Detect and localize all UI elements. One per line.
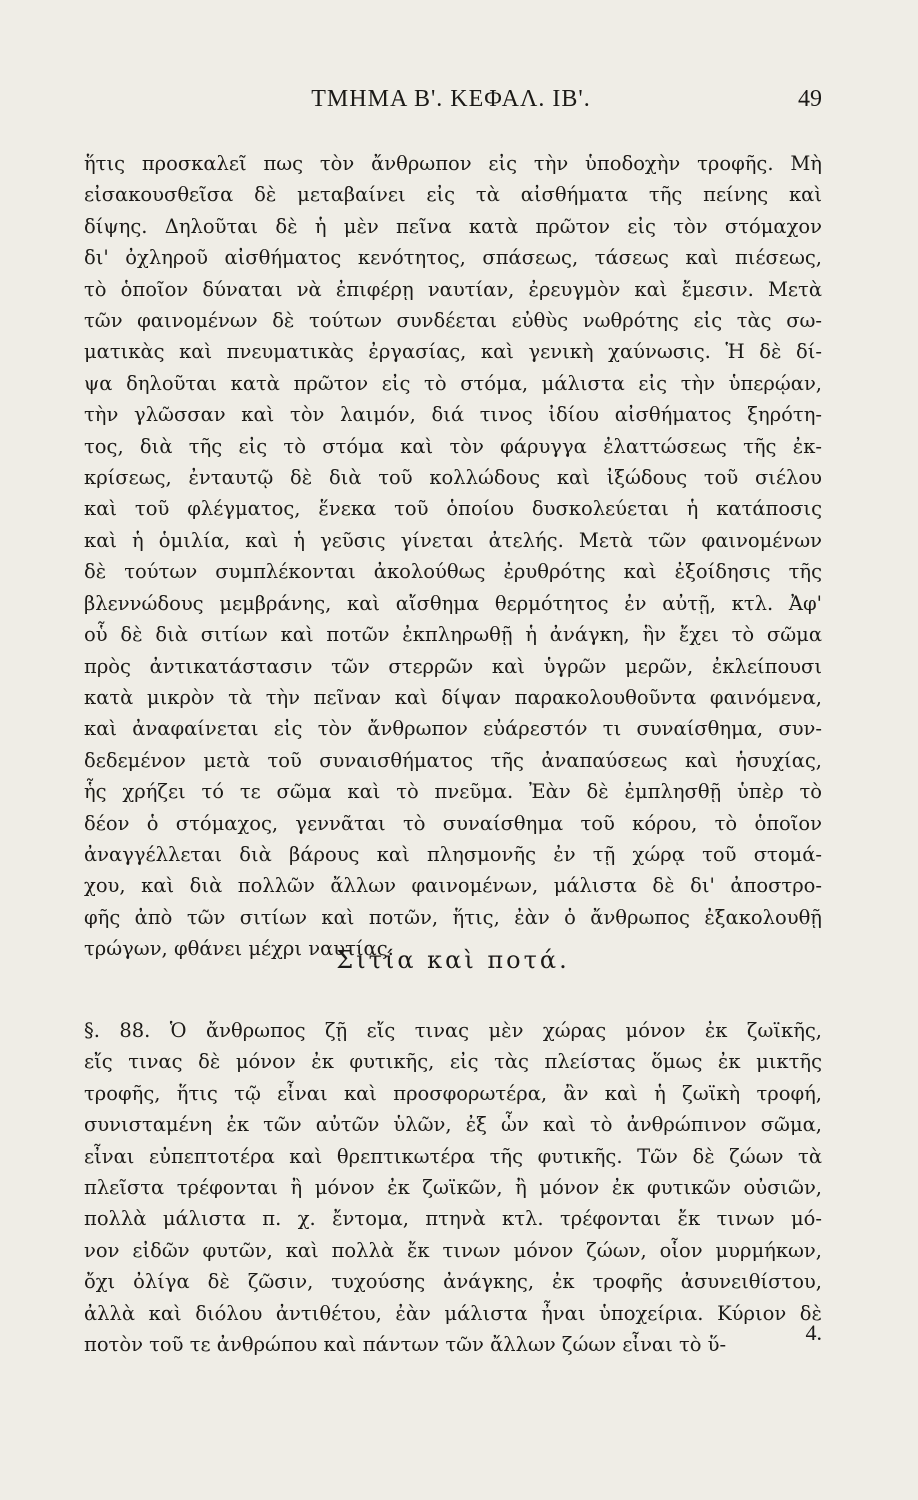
- text-line: πολλὰ μάλιστα π. χ. ἔντομα, πτηνὰ κτλ. τρέφονται ἔκ τινων μό-: [84, 1207, 822, 1231]
- text-line: §. 88. Ὁ ἄνθρωπος ζῇ εἴς τινας μὲν χώρας μόνον ἐκ ζωϊκῆς,: [84, 1019, 822, 1042]
- text-line: καὶ ἡ ὁμιλία, καὶ ἡ γεῦσις γίνεται ἀτελής. Μετὰ τῶν φαινομένων: [84, 528, 822, 552]
- text-line: ἀναγγέλλεται διὰ βάρους καὶ πλησμονῆς ἐν τῇ χώρᾳ τοῦ στομά-: [84, 842, 822, 866]
- text-line: βλεννώδους μεμβράνης, καὶ αἴσθημα θερμότητος ἐν αὐτῇ, κτλ. Ἀφ': [84, 591, 822, 615]
- text-line: δὲ τούτων συμπλέκονται ἀκολούθως ἐρυθρότης καὶ ἐξοίδησις τῆς: [84, 560, 822, 584]
- text-line: δεδεμένον μετὰ τοῦ συναισθήματος τῆς ἀναπαύσεως καὶ ἡσυχίας,: [84, 748, 822, 772]
- text-line: τὴν γλῶσσαν καὶ τὸν λαιμόν, διά τινος ἰδίου αἰσθήματος ξηρότη-: [84, 403, 822, 427]
- text-line: ἀλλὰ καὶ διόλου ἀντιθέτου, ἐὰν μάλιστα ἦναι ὑποχείρια. Κύριον δὲ: [84, 1301, 822, 1325]
- text-line: χου, καὶ διὰ πολλῶν ἄλλων φαινομένων, μάλιστα δὲ δι' ἀποστρο-: [84, 874, 822, 898]
- paragraph-2: [84, 1015, 822, 1360]
- text-line: κρίσεως, ἐνταυτῷ δὲ διὰ τοῦ κολλώδους καὶ ἰξώδους τοῦ σιέλου: [84, 466, 822, 490]
- paragraph-1: [84, 148, 822, 965]
- running-header: [80, 86, 822, 116]
- text-line: ἥτις προσκαλεῖ πως τὸν ἄνθρωπον εἰς τὴν ὑποδοχὴν τροφῆς. Μὴ: [84, 152, 822, 175]
- text-line: καὶ τοῦ φλέγματος, ἕνεκα τοῦ ὁποίου δυσκολεύεται ἡ κατάποσις: [84, 497, 822, 521]
- text-line: οὗ δὲ διὰ σιτίων καὶ ποτῶν ἐκπληρωθῇ ἡ ἀνάγκη, ἣν ἔχει τὸ σῶμα: [84, 623, 822, 647]
- text-line: τος, διὰ τῆς εἰς τὸ στόμα καὶ τὸν φάρυγγα ἐλαττώσεως τῆς ἐκ-: [84, 434, 822, 458]
- text-line: τὸ ὁποῖον δύναται νὰ ἐπιφέρῃ ναυτίαν, ἐρευγμὸν καὶ ἔμεσιν. Μετὰ: [84, 277, 822, 301]
- text-line: φῆς ἀπὸ τῶν σιτίων καὶ ποτῶν, ἥτις, ἐὰν ὁ ἄνθρωπος ἐξακολουθῇ: [84, 905, 822, 929]
- text-line: πλεῖστα τρέφονται ἢ μόνον ἐκ ζωϊκῶν, ἢ μόνον ἐκ φυτικῶν οὐσιῶν,: [84, 1176, 822, 1200]
- text-line: τῶν φαινομένων δὲ τούτων συνδέεται εὐθὺς νωθρότης εἰς τὰς σω-: [84, 309, 822, 333]
- section-heading: Σιτία καὶ ποτά.: [336, 946, 570, 974]
- text-line: ὄχι ὀλίγα δὲ ζῶσιν, τυχούσης ἀνάγκης, ἐκ τροφῆς ἀσυνειθίστου,: [84, 1270, 822, 1294]
- text-line: τροφῆς, ἥτις τῷ εἶναι καὶ προσφορωτέρα, ἂν καὶ ἡ ζωϊκὴ τροφή,: [84, 1081, 822, 1105]
- text-line: δι' ὀχληροῦ αἰσθήματος κενότητος, σπάσεως, τάσεως καὶ πιέσεως,: [84, 246, 822, 270]
- text-line: πρὸς ἀντικατάστασιν τῶν στερρῶν καὶ ὑγρῶν μερῶν, ἐκλείπουσι: [84, 654, 822, 678]
- text-line: δίψης. Δηλοῦται δὲ ἡ μὲν πεῖνα κατὰ πρῶτον εἰς τὸν στόμαχον: [84, 214, 822, 238]
- text-line: ψα δηλοῦται κατὰ πρῶτον εἰς τὸ στόμα, μάλιστα εἰς τὴν ὑπερῴαν,: [84, 371, 822, 395]
- text-line: εἰσακουσθεῖσα δὲ μεταβαίνει εἰς τὰ αἰσθήματα τῆς πείνης καὶ: [84, 183, 822, 207]
- page-number: 49: [798, 86, 822, 112]
- signature-mark: 4.: [805, 1320, 822, 1345]
- text-line: εἶναι εὐπεπτοτέρα καὶ θρεπτικωτέρα τῆς φυτικῆς. Τῶν δὲ ζώων τὰ: [84, 1144, 822, 1168]
- text-line: ματικὰς καὶ πνευματικὰς ἐργασίας, καὶ γενικὴ χαύνωσις. Ἡ δὲ δί-: [84, 340, 822, 364]
- text-line: ποτὸν τοῦ τε ἀνθρώπου καὶ πάντων τῶν ἄλλων ζώων εἶναι τὸ ὕ-: [84, 1333, 727, 1357]
- text-line: καὶ ἀναφαίνεται εἰς τὸν ἄνθρωπον εὐάρεστόν τι συναίσθημα, συν-: [84, 717, 822, 741]
- text-line: συνισταμένη ἐκ τῶν αὐτῶν ὑλῶν, ἐξ ὧν καὶ τὸ ἀνθρώπινον σῶμα,: [84, 1113, 822, 1137]
- text-line: εἴς τινας δὲ μόνον ἐκ φυτικῆς, εἰς τὰς πλείστας ὅμως ἐκ μικτῆς: [84, 1050, 822, 1074]
- text-line: ἧς χρήζει τό τε σῶμα καὶ τὸ πνεῦμα. Ἐὰν δὲ ἐμπλησθῇ ὑπὲρ τὸ: [84, 780, 822, 804]
- text-line: δέον ὁ στόμαχος, γεννᾶται τὸ συναίσθημα τοῦ κόρου, τὸ ὁποῖον: [84, 811, 822, 835]
- text-line: νον εἰδῶν φυτῶν, καὶ πολλὰ ἔκ τινων μόνον ζώων, οἷον μυρμήκων,: [84, 1238, 822, 1262]
- text-line: τρώγων, φθάνει μέχρι ναυτίας.: [84, 937, 394, 961]
- header-title: ΤΜΗΜΑ Β'. ΚΕΦΑΛ. ΙΒ'.: [311, 86, 591, 112]
- text-line: κατὰ μικρὸν τὰ τὴν πεῖναν καὶ δίψαν παρακολουθοῦντα φαινόμενα,: [84, 685, 822, 709]
